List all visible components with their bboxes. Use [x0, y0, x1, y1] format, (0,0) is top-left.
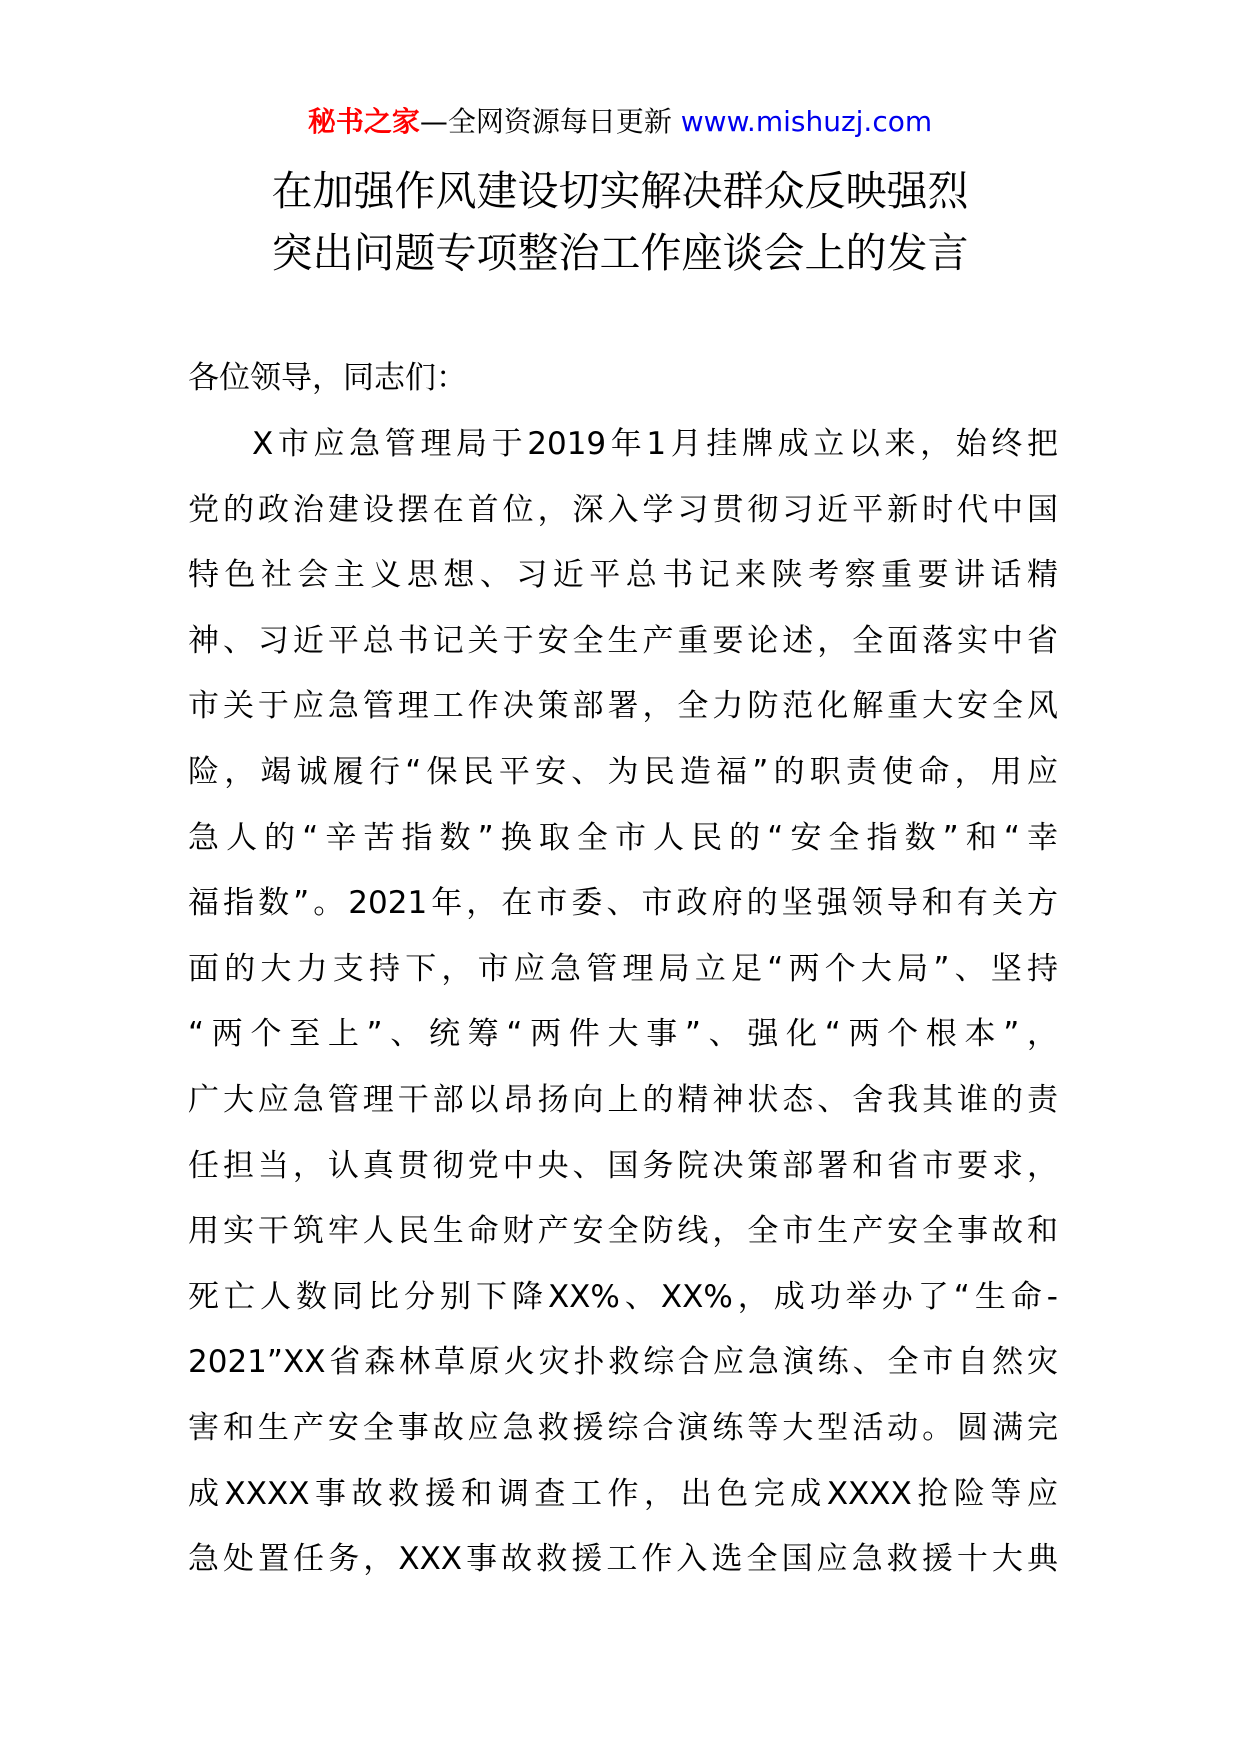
body-line: 死亡人数同比分别下降XX%、XX%，成功举办了“生命- — [188, 1278, 1058, 1315]
body-line: 面的大力支持下，市应急管理局立足“两个大局”、坚持 — [188, 950, 1058, 987]
body-line: X市应急管理局于2019年1月挂牌成立以来，始终把 — [252, 426, 1058, 462]
body-line: 害和生产安全事故应急救援综合演练等大型活动。圆满完 — [188, 1409, 1058, 1446]
site-header — [0, 102, 1240, 142]
body-line: 2021”XX省森林草原火灾扑救综合应急演练、全市自然灾 — [188, 1344, 1058, 1381]
site-tagline: —全网资源每日更新 — [419, 105, 681, 138]
body-line: 用实干筑牢人民生命财产安全防线，全市生产安全事故和 — [188, 1213, 1058, 1250]
document-body — [188, 424, 1058, 1605]
body-line: 广大应急管理干部以昂扬向上的精神状态、舍我其谁的责 — [188, 1081, 1058, 1118]
body-line: 急人的“辛苦指数”换取全市人民的“安全指数”和“幸 — [188, 819, 1058, 856]
body-line: 党的政治建设摆在首位，深入学习贯彻习近平新时代中国 — [188, 491, 1058, 528]
title-line-1: 在加强作风建设切实解决群众反映强烈 — [271, 167, 969, 215]
title-line-2: 突出问题专项整治工作座谈会上的发言 — [271, 229, 969, 277]
body-line: 特色社会主义思想、习近平总书记来陕考察重要讲话精 — [188, 557, 1058, 594]
body-line: 急处置任务，XXX事故救援工作入选全国应急救援十大典 — [188, 1541, 1058, 1578]
body-line: 险，竭诚履行“保民平安、为民造福”的职责使命，用应 — [188, 753, 1058, 790]
body-line: “两个至上”、统筹“两件大事”、强化“两个根本”， — [188, 1016, 1058, 1053]
body-line: 神、习近平总书记关于安全生产重要论述，全面落实中省 — [188, 622, 1058, 659]
body-line: 市关于应急管理工作决策部署，全力防范化解重大安全风 — [188, 688, 1058, 725]
document-title — [0, 160, 1240, 284]
salutation: 各位领导，同志们： — [188, 360, 467, 396]
body-line: 任担当，认真贯彻党中央、国务院决策部署和省市要求， — [188, 1147, 1058, 1184]
site-url-link[interactable]: www.mishuzj.com — [680, 105, 933, 138]
body-line: 成XXXX事故救援和调查工作，出色完成XXXX抢险等应 — [188, 1475, 1058, 1512]
site-brand: 秘书之家 — [307, 105, 420, 138]
body-line: 福指数”。2021年，在市委、市政府的坚强领导和有关方 — [188, 885, 1058, 922]
